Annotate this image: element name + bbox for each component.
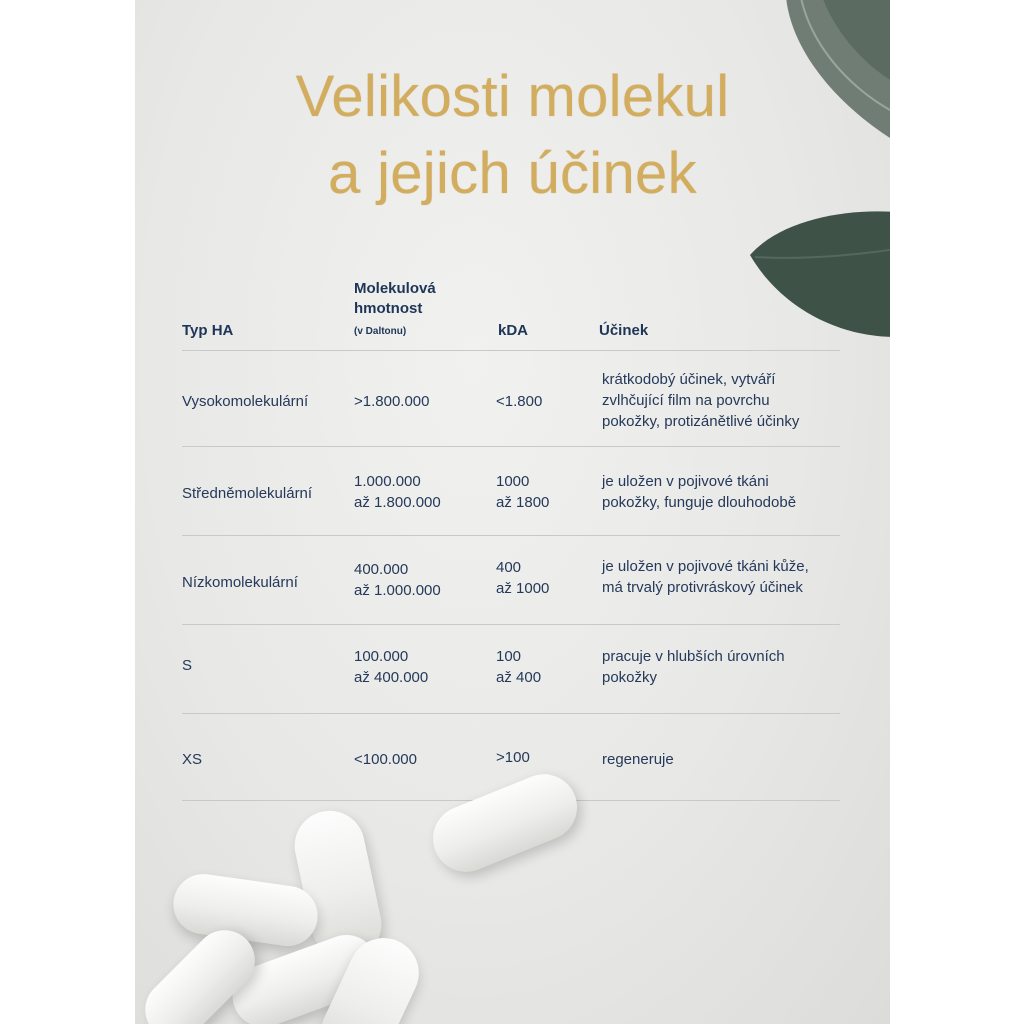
row2-mass-line2: až 1.800.000 — [354, 494, 441, 511]
row2-kda-line1: 1000 — [496, 473, 530, 490]
table-divider — [182, 446, 840, 447]
table-divider — [182, 535, 840, 536]
row1-type: Vysokomolekulární — [182, 393, 309, 410]
header-type: Typ HA — [182, 322, 234, 339]
poster — [135, 0, 890, 1024]
row4-mass-line1: 100.000 — [354, 648, 409, 665]
header-effect: Účinek — [599, 322, 649, 339]
table-divider — [182, 624, 840, 625]
page-title-line2: a jejich účinek — [328, 141, 697, 206]
leaf-right-decoration — [745, 205, 890, 355]
row3-effect-line2: má trvalý protivráskový účinek — [602, 579, 803, 596]
row3-type: Nízkomolekulární — [182, 574, 298, 591]
row4-mass-line2: až 400.000 — [354, 669, 429, 686]
row5-mass: <100.000 — [354, 751, 417, 768]
row4-effect-line1: pracuje v hlubších úrovních — [602, 648, 785, 665]
row5-effect: regeneruje — [602, 751, 674, 768]
table-divider — [182, 350, 840, 351]
header-mass-line2: hmotnost — [354, 300, 423, 317]
row2-effect-line2: pokožky, funguje dlouhodobě — [602, 494, 797, 511]
row5-type: XS — [182, 751, 203, 768]
row1-mass: >1.800.000 — [354, 393, 430, 410]
row1-effect-line3: pokožky, protizánětlivé účinky — [602, 413, 800, 430]
row1-effect-line2: zvlhčující film na povrchu — [602, 392, 770, 409]
table-divider — [182, 713, 840, 714]
header-kda: kDA — [498, 322, 529, 339]
row3-effect-line1: je uložen v pojivové tkáni kůže, — [602, 558, 809, 575]
row2-type: Středněmolekulární — [182, 485, 313, 502]
row4-effect-line2: pokožky — [602, 669, 658, 686]
row3-kda-line2: až 1000 — [496, 580, 550, 597]
row2-mass-line1: 1.000.000 — [354, 473, 421, 490]
row3-mass-line2: až 1.000.000 — [354, 582, 441, 599]
header-mass-unit: (v Daltonu) — [354, 326, 407, 337]
row2-effect-line1: je uložen v pojivové tkáni — [602, 473, 769, 490]
row3-kda-line1: 400 — [496, 559, 522, 576]
row4-kda-line2: až 400 — [496, 669, 542, 686]
row5-kda: >100 — [496, 749, 530, 766]
row2-kda-line2: až 1800 — [496, 494, 550, 511]
row1-effect-line1: krátkodobý účinek, vytváří — [602, 371, 776, 388]
page-title-line1: Velikosti molekul — [295, 64, 730, 129]
row1-kda: <1.800 — [496, 393, 543, 410]
row4-type: S — [182, 657, 193, 674]
header-mass-line1: Molekulová — [354, 280, 436, 297]
row3-mass-line1: 400.000 — [354, 561, 409, 578]
row4-kda-line1: 100 — [496, 648, 522, 665]
capsule-decoration — [423, 764, 587, 881]
